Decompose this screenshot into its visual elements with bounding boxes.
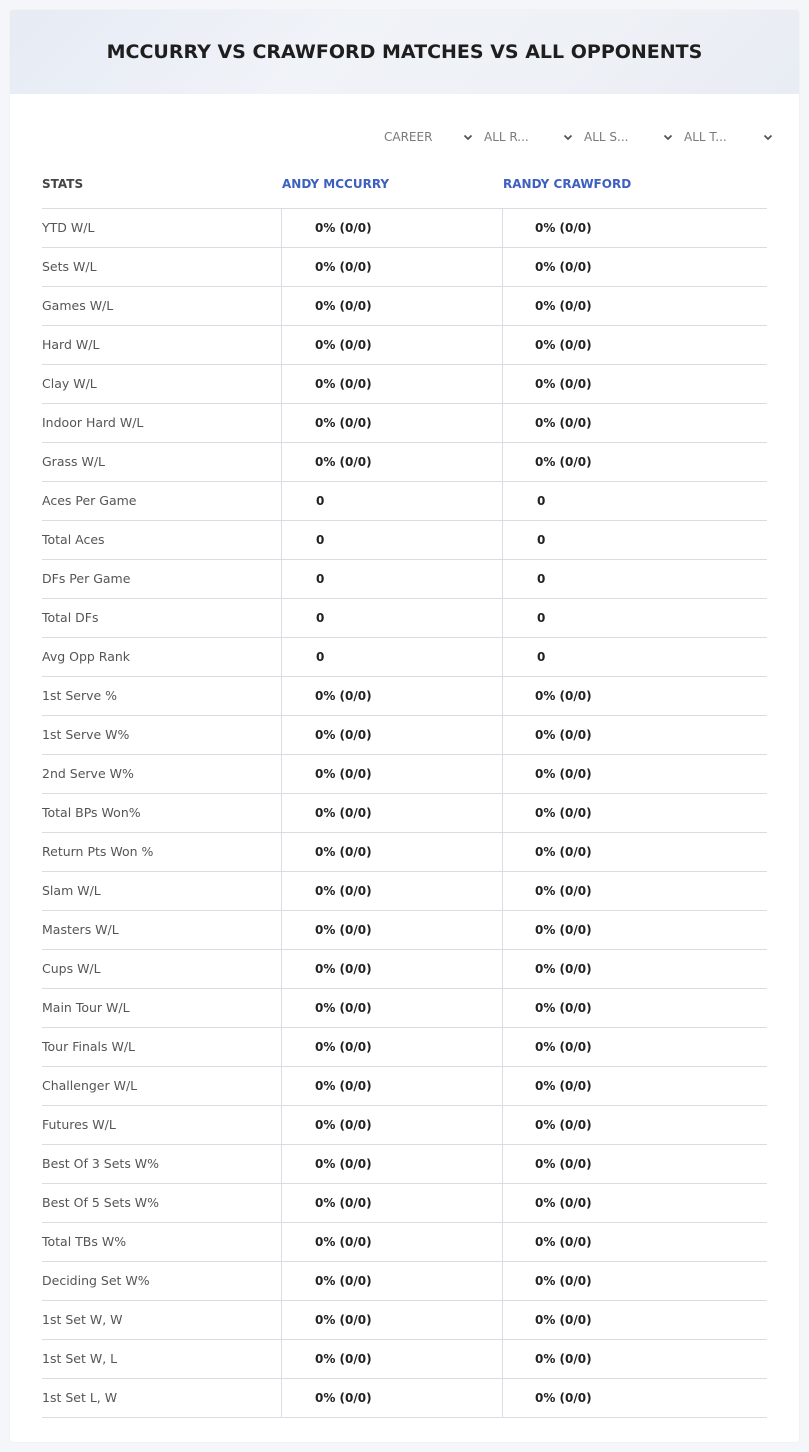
filter-round-label: ALL R...: [484, 130, 529, 144]
table-row: [42, 560, 767, 599]
table-row: [42, 1340, 767, 1379]
stat-label: Tour Finals W/L: [42, 1028, 282, 1066]
column-header-stats: STATS: [42, 177, 84, 191]
player1-value: 0% (0/0): [282, 872, 503, 910]
table-row: [42, 209, 767, 248]
table-row: [42, 911, 767, 950]
player1-value: 0: [282, 560, 503, 598]
player2-value: 0% (0/0): [535, 1391, 592, 1405]
stats-table: [42, 160, 767, 1418]
player2-value: 0% (0/0): [535, 884, 592, 898]
table-row: [42, 1301, 767, 1340]
player2-value: 0% (0/0): [535, 455, 592, 469]
player1-value: 0% (0/0): [282, 1301, 503, 1339]
table-row: [42, 248, 767, 287]
column-header-player1-link[interactable]: ANDY MCCURRY: [282, 177, 390, 191]
chevron-down-icon: [462, 131, 474, 143]
stat-label: Deciding Set W%: [42, 1262, 282, 1300]
player1-value: 0% (0/0): [282, 1028, 503, 1066]
player1-value: 0% (0/0): [282, 677, 503, 715]
table-row: [42, 1067, 767, 1106]
filter-tournament-label: ALL T...: [684, 130, 727, 144]
stat-label: Aces Per Game: [42, 482, 282, 520]
player2-value: 0% (0/0): [535, 1118, 592, 1132]
player2-value: 0% (0/0): [535, 338, 592, 352]
player1-value: 0: [282, 482, 503, 520]
stat-label: Indoor Hard W/L: [42, 404, 282, 442]
table-row: [42, 521, 767, 560]
player1-value: 0% (0/0): [282, 404, 503, 442]
player2-value: 0% (0/0): [535, 962, 592, 976]
column-header-player2-link[interactable]: RANDY CRAWFORD: [503, 177, 632, 191]
stat-label: Games W/L: [42, 287, 282, 325]
player1-value: 0% (0/0): [282, 365, 503, 403]
player2-value: 0% (0/0): [535, 1040, 592, 1054]
table-row: [42, 482, 767, 521]
player1-value: 0% (0/0): [282, 950, 503, 988]
stat-label: Grass W/L: [42, 443, 282, 481]
player2-value: 0: [537, 533, 546, 547]
stat-label: 2nd Serve W%: [42, 755, 282, 793]
player2-value: 0% (0/0): [535, 1235, 592, 1249]
player2-value: 0% (0/0): [535, 806, 592, 820]
table-row: [42, 1106, 767, 1145]
table-row: [42, 404, 767, 443]
stat-label: 1st Serve %: [42, 677, 282, 715]
player2-value: 0% (0/0): [535, 1157, 592, 1171]
player2-value: 0% (0/0): [535, 845, 592, 859]
filter-surface-label: ALL S...: [584, 130, 629, 144]
player2-value: 0% (0/0): [535, 689, 592, 703]
player1-value: 0% (0/0): [282, 1106, 503, 1144]
player1-value: 0% (0/0): [282, 1067, 503, 1105]
player2-value: 0: [537, 650, 546, 664]
stat-label: Sets W/L: [42, 248, 282, 286]
player2-value: 0% (0/0): [535, 1001, 592, 1015]
player2-value: 0% (0/0): [535, 299, 592, 313]
stat-label: YTD W/L: [42, 209, 282, 247]
player1-value: 0% (0/0): [282, 989, 503, 1027]
player2-value: 0% (0/0): [535, 1274, 592, 1288]
table-row: [42, 1223, 767, 1262]
stat-label: 1st Set W, L: [42, 1340, 282, 1378]
stat-label: Masters W/L: [42, 911, 282, 949]
table-body: [42, 209, 767, 1418]
player2-value: 0: [537, 572, 546, 586]
player2-value: 0% (0/0): [535, 728, 592, 742]
player1-value: 0: [282, 599, 503, 637]
stat-label: DFs Per Game: [42, 560, 282, 598]
player1-value: 0% (0/0): [282, 755, 503, 793]
table-row: [42, 443, 767, 482]
table-header: [42, 160, 767, 209]
filter-bar: [382, 127, 782, 147]
table-row: [42, 677, 767, 716]
player1-value: 0% (0/0): [282, 1184, 503, 1222]
player1-value: 0% (0/0): [282, 248, 503, 286]
stat-label: Main Tour W/L: [42, 989, 282, 1027]
player1-value: 0% (0/0): [282, 209, 503, 247]
table-row: [42, 755, 767, 794]
player1-value: 0% (0/0): [282, 716, 503, 754]
player2-value: 0% (0/0): [535, 923, 592, 937]
table-row: [42, 287, 767, 326]
player1-value: 0% (0/0): [282, 326, 503, 364]
table-row: [42, 833, 767, 872]
table-row: [42, 1262, 767, 1301]
player2-value: 0% (0/0): [535, 1352, 592, 1366]
stats-card: [10, 10, 799, 1442]
stat-label: Futures W/L: [42, 1106, 282, 1144]
stat-label: Total DFs: [42, 599, 282, 637]
player2-value: 0% (0/0): [535, 1196, 592, 1210]
stat-label: Best Of 3 Sets W%: [42, 1145, 282, 1183]
stat-label: Total Aces: [42, 521, 282, 559]
filter-period-dropdown[interactable]: [382, 127, 482, 147]
player1-value: 0% (0/0): [282, 1340, 503, 1378]
table-row: [42, 326, 767, 365]
table-row: [42, 1028, 767, 1067]
filter-period-label: CAREER: [384, 130, 433, 144]
table-row: [42, 794, 767, 833]
table-row: [42, 599, 767, 638]
player1-value: 0: [282, 638, 503, 676]
stat-label: 1st Set L, W: [42, 1379, 282, 1417]
table-row: [42, 950, 767, 989]
player2-value: 0: [537, 611, 546, 625]
chevron-down-icon: [562, 131, 574, 143]
player1-value: 0% (0/0): [282, 833, 503, 871]
player1-value: 0% (0/0): [282, 1262, 503, 1300]
stat-label: Best Of 5 Sets W%: [42, 1184, 282, 1222]
player2-value: 0% (0/0): [535, 767, 592, 781]
stat-label: 1st Serve W%: [42, 716, 282, 754]
table-row: [42, 989, 767, 1028]
player1-value: 0% (0/0): [282, 443, 503, 481]
player1-value: 0% (0/0): [282, 794, 503, 832]
table-row: [42, 365, 767, 404]
filter-round-dropdown[interactable]: [482, 127, 582, 147]
chevron-down-icon: [762, 131, 774, 143]
stat-label: Hard W/L: [42, 326, 282, 364]
table-row: [42, 1184, 767, 1223]
player2-value: 0: [537, 494, 546, 508]
chevron-down-icon: [662, 131, 674, 143]
filter-surface-dropdown[interactable]: [582, 127, 682, 147]
table-row: [42, 1379, 767, 1418]
player1-value: 0% (0/0): [282, 287, 503, 325]
player1-value: 0% (0/0): [282, 1223, 503, 1261]
table-row: [42, 716, 767, 755]
player1-value: 0: [282, 521, 503, 559]
table-row: [42, 638, 767, 677]
filter-tournament-dropdown[interactable]: [682, 127, 782, 147]
stat-label: Challenger W/L: [42, 1067, 282, 1105]
player1-value: 0% (0/0): [282, 1379, 503, 1417]
table-row: [42, 1145, 767, 1184]
stat-label: Total TBs W%: [42, 1223, 282, 1261]
stat-label: Return Pts Won %: [42, 833, 282, 871]
stat-label: 1st Set W, W: [42, 1301, 282, 1339]
player1-value: 0% (0/0): [282, 1145, 503, 1183]
player2-value: 0% (0/0): [535, 377, 592, 391]
stat-label: Slam W/L: [42, 872, 282, 910]
player2-value: 0% (0/0): [535, 1079, 592, 1093]
stat-label: Avg Opp Rank: [42, 638, 282, 676]
stat-label: Total BPs Won%: [42, 794, 282, 832]
player2-value: 0% (0/0): [535, 221, 592, 235]
card-header: [10, 10, 799, 94]
player2-value: 0% (0/0): [535, 1313, 592, 1327]
player2-value: 0% (0/0): [535, 416, 592, 430]
table-row: [42, 872, 767, 911]
stat-label: Cups W/L: [42, 950, 282, 988]
player2-value: 0% (0/0): [535, 260, 592, 274]
page-title: MCCURRY VS CRAWFORD MATCHES VS ALL OPPONENTS: [106, 41, 703, 63]
player1-value: 0% (0/0): [282, 911, 503, 949]
stat-label: Clay W/L: [42, 365, 282, 403]
